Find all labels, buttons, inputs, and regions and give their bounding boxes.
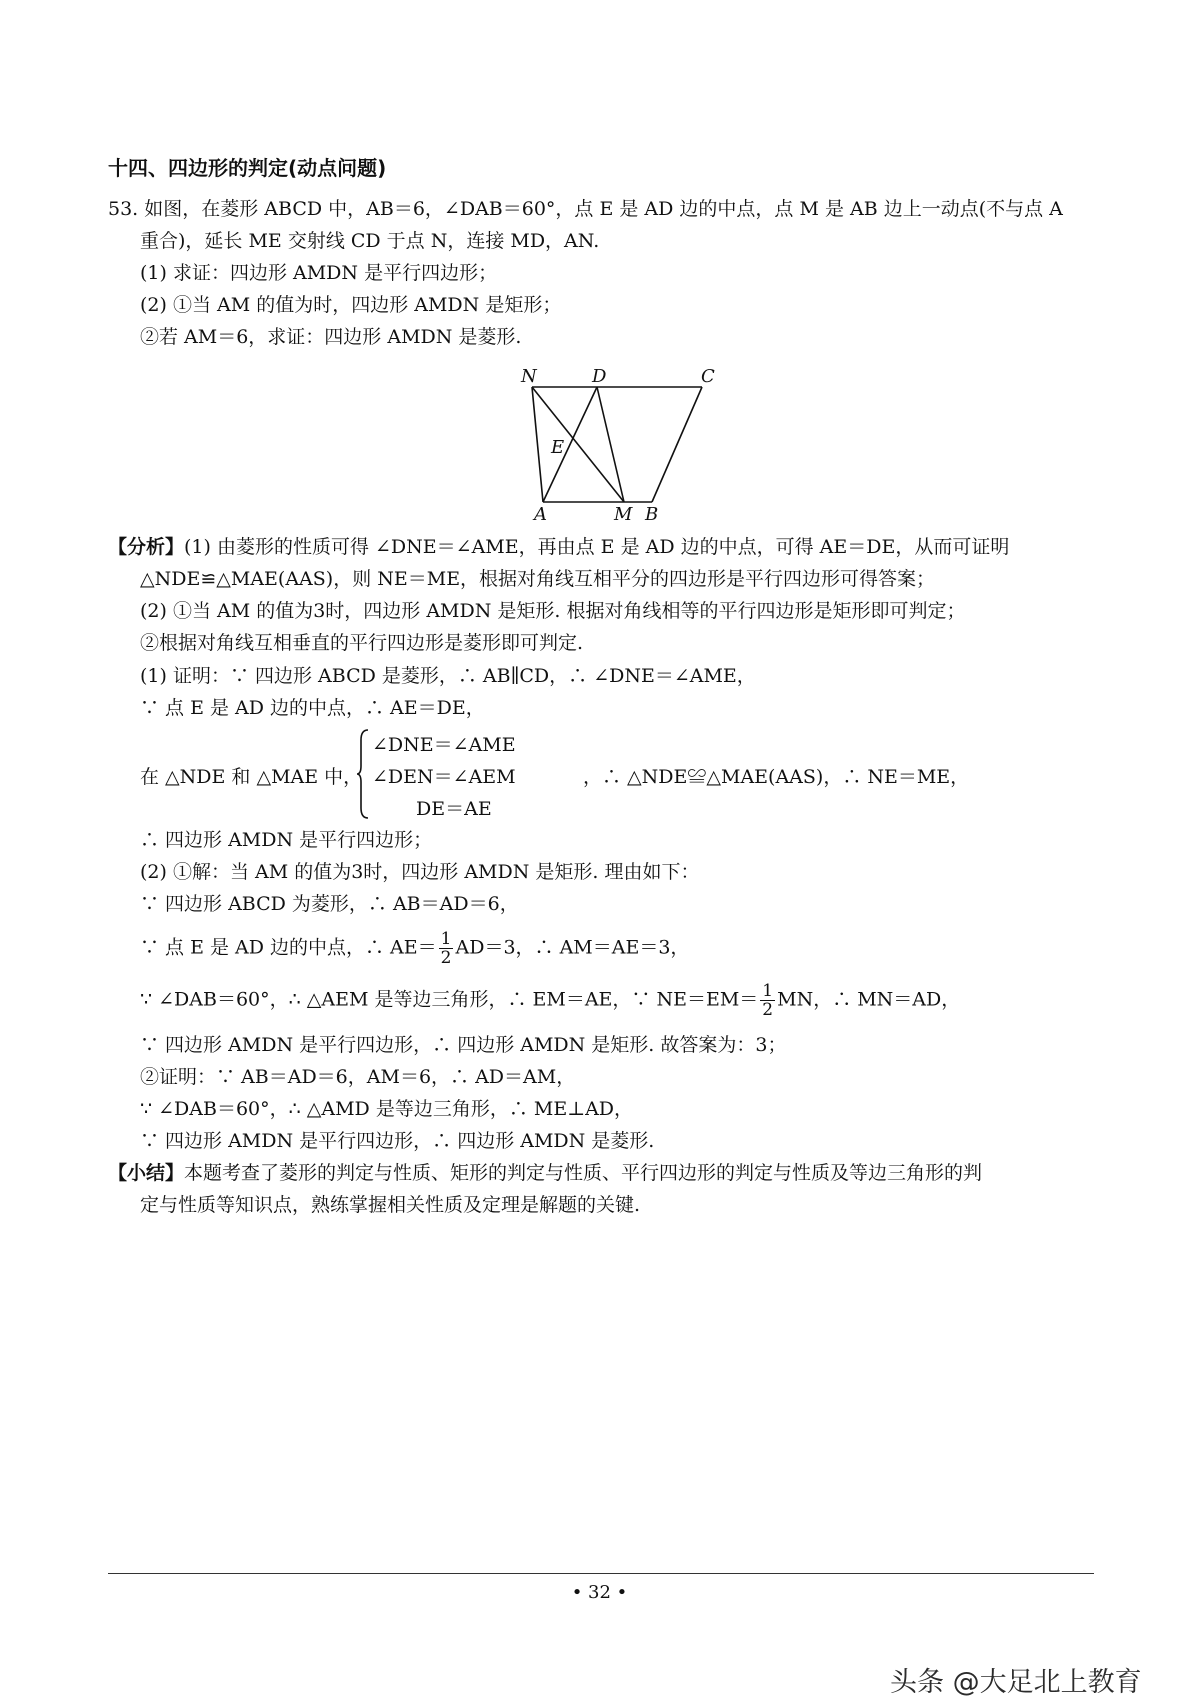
label-B: B (645, 504, 659, 522)
summary-line-1 (108, 1161, 982, 1185)
solution-line-3: ∴ 四边形 AMDN 是平行四边形； (140, 829, 433, 851)
label-D: D (592, 366, 607, 387)
rhombus-figure (515, 362, 725, 522)
label-M: M (614, 504, 633, 522)
solution-line-10: ∵ ∠DAB＝60°，∴ △AMD 是等边三角形，∴ ME⊥AD， (140, 1098, 634, 1120)
solution-line-5: ∵ 四边形 ABCD 为菱形，∴ AB＝AD＝6， (140, 893, 519, 915)
brace-suffix: ，∴ △NDE≌△MAE(AAS)，∴ NE＝ME， (583, 766, 970, 788)
question-part-1: (1) 求证：四边形 AMDN 是平行四边形； (140, 262, 498, 284)
label-A: A (534, 504, 547, 522)
analysis-line-1 (108, 535, 1009, 559)
solution-line-8: ∵ 四边形 AMDN 是平行四边形，∴ 四边形 AMDN 是矩形. 故答案为：3； (140, 1034, 787, 1056)
summary-label: 【小结】 (108, 1162, 185, 1184)
brace-prefix: 在 △NDE 和 △MAE 中， (140, 766, 363, 788)
solution-line-1: (1) 证明：∵ 四边形 ABCD 是菱形，∴ AB∥CD，∴ ∠DNE＝∠AME， (140, 665, 756, 687)
question-line-2: 重合)，延长 ME 交射线 CD 于点 N，连接 MD，AN. (140, 230, 600, 252)
congruence-system (140, 726, 970, 822)
solution-line-7 (140, 982, 960, 1019)
brace-row-1: ∠DNE＝∠AME (372, 734, 516, 756)
solution-7-pre: ∵ ∠DAB＝60°，∴ △AEM 是等边三角形，∴ EM＝AE，∵ NE＝EM＝ (140, 988, 759, 1011)
label-E: E (551, 437, 565, 458)
fraction-numerator-2: 1 (762, 981, 774, 1001)
label-C: C (701, 366, 715, 387)
solution-line-2: ∵ 点 E 是 AD 边的中点，∴ AE＝DE， (140, 697, 485, 719)
footer-divider (108, 1573, 1094, 1574)
section-title: 十四、四边形的判定(动点问题) (108, 156, 387, 180)
fraction-denominator-2: 2 (762, 1000, 774, 1020)
brace-icon (356, 728, 370, 820)
analysis-label: 【分析】 (108, 536, 185, 558)
fraction-numerator: 1 (440, 929, 452, 949)
solution-7-post: MN，∴ MN＝AD， (777, 988, 961, 1011)
solution-6-pre: ∵ 点 E 是 AD 边的中点，∴ AE＝ (140, 936, 437, 959)
label-N: N (521, 366, 537, 387)
brace-row-2: ∠DEN＝∠AEM (372, 766, 516, 788)
analysis-line-4: ②根据对角线互相垂直的平行四边形是菱形即可判定. (140, 632, 584, 654)
solution-line-6 (140, 930, 689, 967)
summary-line-2: 定与性质等知识点，熟练掌握相关性质及定理是解题的关键. (140, 1194, 641, 1216)
solution-6-post: AD＝3，∴ AM＝AE＝3， (455, 936, 690, 959)
analysis-text-1: (1) 由菱形的性质可得 ∠DNE＝∠AME，再由点 E 是 AD 边的中点，可得 AE＝DE，从而可证明 (184, 536, 1010, 558)
brace-row-3: DE＝AE (416, 798, 492, 820)
question-part-2b: ②若 AM＝6，求证：四边形 AMDN 是菱形. (140, 326, 522, 348)
fraction-denominator: 2 (440, 948, 452, 968)
solution-line-11: ∵ 四边形 AMDN 是平行四边形，∴ 四边形 AMDN 是菱形. (140, 1130, 655, 1152)
question-line-1: 53. 如图，在菱形 ABCD 中，AB＝6，∠DAB＝60°，点 E 是 AD 边的中点，点 M 是 AB 边上一动点(不与点 A (108, 198, 1063, 220)
page-number: • 32 • (571, 1582, 628, 1603)
solution-line-9: ②证明：∵ AB＝AD＝6，AM＝6，∴ AD＝AM， (140, 1066, 576, 1088)
watermark: 头条 @大足北上教育 (890, 1667, 1142, 1698)
analysis-line-2: △NDE≌△MAE(AAS)，则 NE＝ME，根据对角线互相平分的四边形是平行四边形可得答案； (140, 568, 936, 590)
fraction-half (439, 930, 454, 967)
analysis-line-3: (2) ①当 AM 的值为3时，四边形 AMDN 是矩形. 根据对角线相等的平行四边形是矩形即可判定； (140, 600, 966, 622)
solution-line-4: (2) ①解：当 AM 的值为3时，四边形 AMDN 是矩形. 理由如下： (140, 861, 700, 883)
fraction-half-2 (760, 982, 775, 1019)
question-part-2a: (2) ①当 AM 的值为时，四边形 AMDN 是矩形； (140, 294, 562, 316)
summary-text-1: 本题考查了菱形的判定与性质、矩形的判定与性质、平行四边形的判定与性质及等边三角形的判 (184, 1162, 983, 1184)
